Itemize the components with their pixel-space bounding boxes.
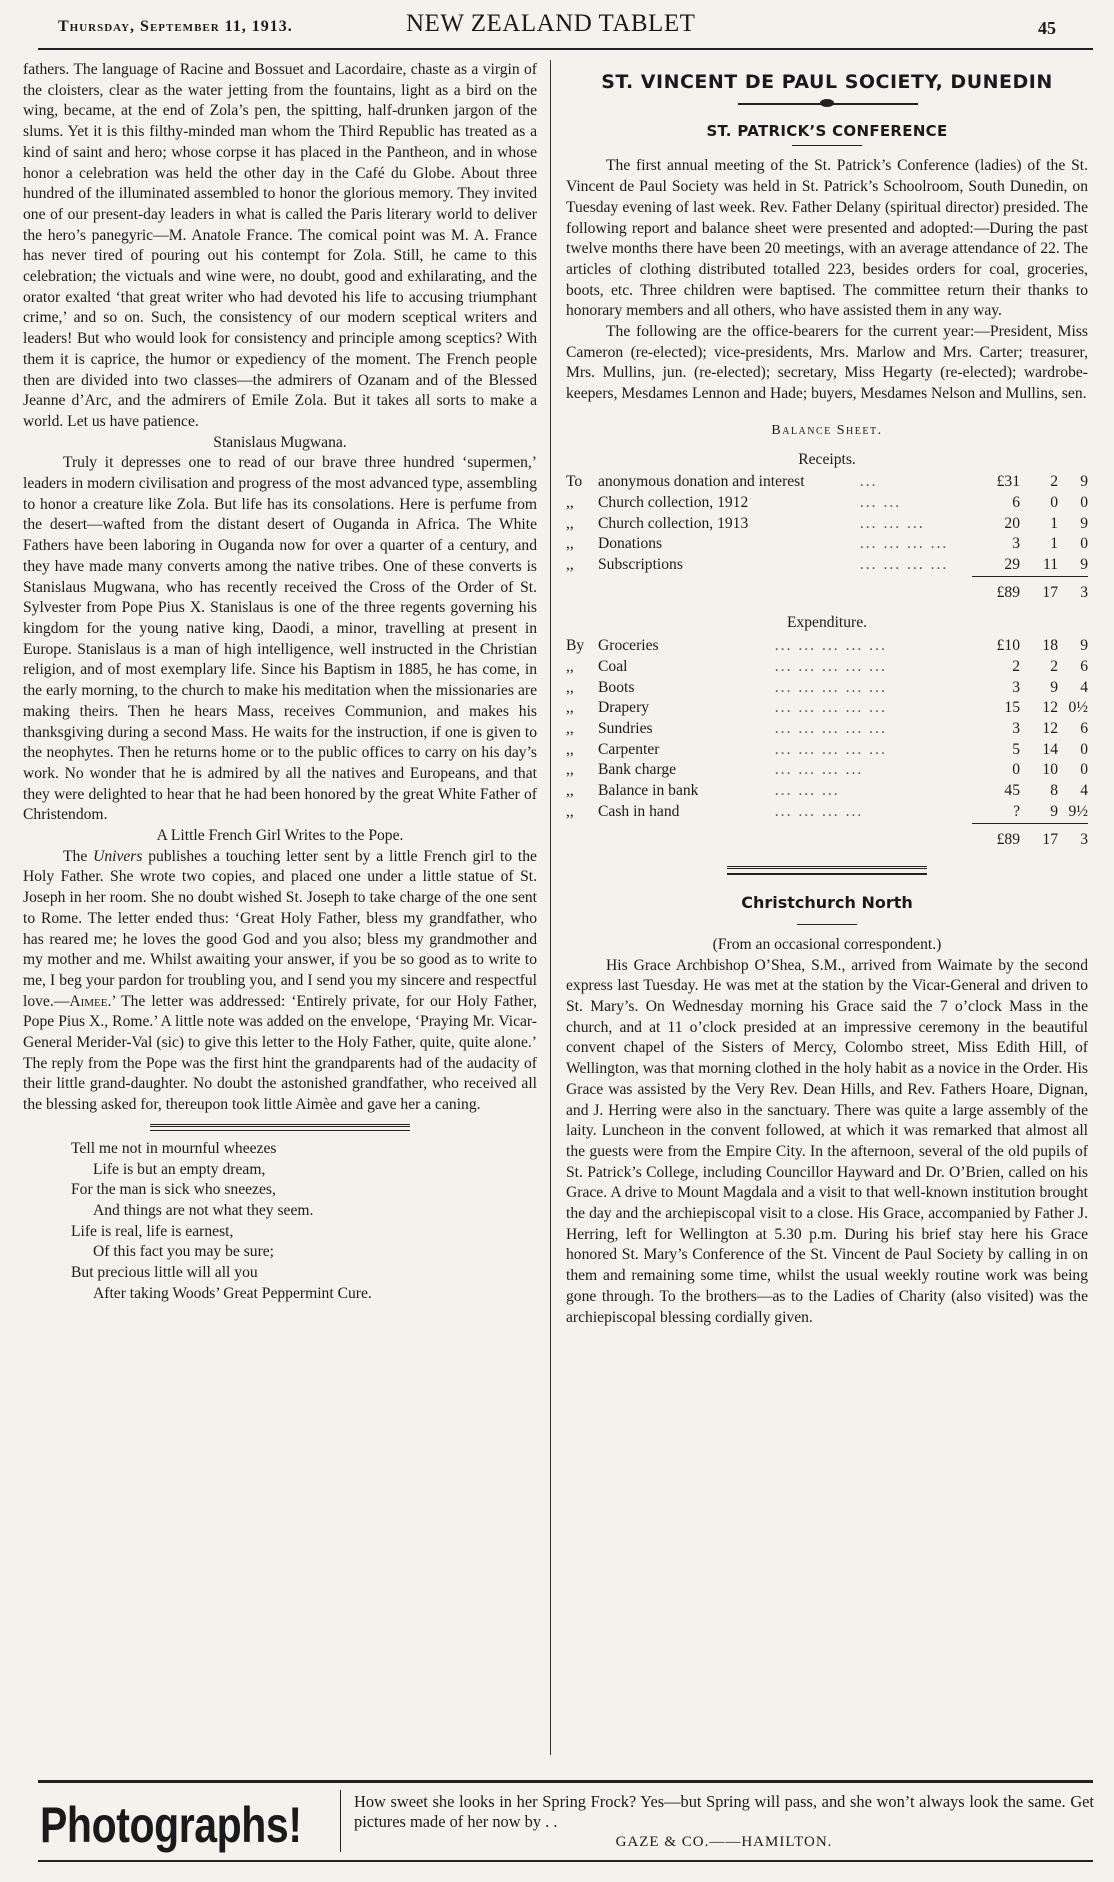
advert-headline: Photographs! xyxy=(40,1797,302,1853)
row-leader: ... ... ... xyxy=(774,782,840,800)
account-row xyxy=(566,698,1088,719)
french-girl-paragraph xyxy=(23,847,537,1116)
text-run: publishes a touching letter sent by a little French girl to the Holy Father. She wrote two copies, and placed one under a little statue of St. Joseph in her room. She no doubt wished St. Joseph to take charge of the one sent to Rome. The letter ended thus: ‘Great Holy Father, bless my grandfather, who has reared me; he loves the good God and you also; bless my grandmother and my mother and me. Whilst awaiting your answer, if you be so good as to write to me, I beg your pardon for troubling you, and I send you my sincere and respectful love.— xyxy=(23,847,537,1010)
poem-line: But precious little will all you xyxy=(71,1264,258,1282)
christchurch-heading: Christchurch North xyxy=(741,893,913,913)
account-row xyxy=(566,555,1088,576)
shillings: 2 xyxy=(1050,473,1058,491)
expenditure-title: Expenditure. xyxy=(786,614,868,632)
shillings: 9 xyxy=(1050,678,1058,696)
row-label: Subscriptions xyxy=(598,556,683,574)
section-divider xyxy=(727,866,927,875)
expenditure-table xyxy=(566,636,1088,850)
row-label: Bank charge xyxy=(598,761,677,779)
page-bottom-rule xyxy=(38,1860,1093,1862)
advertiser-name: GAZE & CO.——HAMILTON. xyxy=(615,1834,833,1850)
pence: 9 xyxy=(1080,637,1088,655)
row-leader: ... ... ... ... ... xyxy=(774,657,887,675)
left-column xyxy=(23,60,537,1304)
pounds: 20 xyxy=(1004,514,1020,532)
row-label: Groceries xyxy=(598,637,659,655)
row-label: Sundries xyxy=(598,719,653,737)
row-prefix: ,, xyxy=(566,740,574,758)
shillings: 9 xyxy=(1050,802,1058,820)
total-pounds: £89 xyxy=(972,823,1020,850)
shillings: 12 xyxy=(1042,719,1058,737)
shillings: 0 xyxy=(1050,493,1058,511)
shillings: 12 xyxy=(1042,699,1058,717)
peppermint-poem xyxy=(23,1139,537,1305)
row-prefix: By xyxy=(566,637,585,655)
correspondent-byline: (From an occasional correspondent.) xyxy=(712,935,942,953)
poem-divider xyxy=(150,1124,410,1131)
pounds: £10 xyxy=(996,637,1020,655)
text-run: .’ The letter was addressed: ‘Entirely private, for our Holy Father, Pope Pius X., Rome.’ A little note was added on the envelope, ‘Praying Mr. Vicar-General Merider-Val (sic) to give this letter to the Holy Father, quite, quite alone.’ The reply from the Pope was the first hint the grandparents had of the audacity of their little grand-daughter. No doubt the astonished grandfather, who received all the blessing asked for, thereupon took little Aimèe and gave her a caning. xyxy=(23,992,537,1114)
shillings: 1 xyxy=(1050,535,1058,553)
advert-divider xyxy=(340,1790,341,1852)
pounds: 6 xyxy=(1012,493,1020,511)
row-prefix: ,, xyxy=(566,678,574,696)
row-leader: ... ... xyxy=(859,493,902,511)
shillings: 8 xyxy=(1050,782,1058,800)
pounds: 3 xyxy=(1012,535,1020,553)
total-shillings: 17 xyxy=(1020,823,1058,850)
advert-text: How sweet she looks in her Spring Frock? Yes—but Spring will pass, and she won’t always look the same. Get pictures made of her now by . . xyxy=(354,1792,1094,1831)
ornament-divider xyxy=(566,93,1088,115)
account-row xyxy=(566,514,1088,535)
account-row xyxy=(566,636,1088,657)
pounds: 45 xyxy=(1004,782,1020,800)
total-shillings: 17 xyxy=(1020,576,1058,603)
total-pence: 3 xyxy=(1058,823,1088,850)
account-row xyxy=(566,802,1088,823)
footer-rule xyxy=(38,1780,1093,1783)
account-row xyxy=(566,657,1088,678)
row-prefix: ,, xyxy=(566,514,574,532)
row-leader: ... ... ... ... ... xyxy=(774,678,887,696)
row-prefix: ,, xyxy=(566,782,574,800)
receipts-table xyxy=(566,472,1088,603)
pence: 0 xyxy=(1080,535,1088,553)
row-label: anonymous donation and interest xyxy=(598,473,805,491)
account-total-row xyxy=(566,823,1088,850)
receipts-title: Receipts. xyxy=(798,450,856,468)
pounds: 29 xyxy=(1004,556,1020,574)
pence: 0 xyxy=(1080,740,1088,758)
account-row xyxy=(566,740,1088,761)
subheading-french-girl: A Little French Girl Writes to the Pope. xyxy=(156,827,404,845)
row-prefix: ,, xyxy=(566,761,574,779)
pence: 0 xyxy=(1080,761,1088,779)
issue-date: Thursday, September 11, 1913. xyxy=(58,18,293,35)
poem-line: And things are not what they seem. xyxy=(93,1201,314,1219)
row-prefix: ,, xyxy=(566,719,574,737)
page-number: 45 xyxy=(1038,18,1056,38)
pence: 6 xyxy=(1080,657,1088,675)
newspaper-name: Univers xyxy=(93,847,143,865)
row-label: Church collection, 1912 xyxy=(598,493,749,511)
pounds: 2 xyxy=(1012,657,1020,675)
account-total-row xyxy=(566,576,1088,603)
pounds: 0 xyxy=(1012,761,1020,779)
account-row xyxy=(566,534,1088,555)
total-pounds: £89 xyxy=(972,576,1020,603)
poem-line: For the man is sick who sneezes, xyxy=(71,1181,276,1199)
advert-copy xyxy=(354,1792,1094,1852)
pence: 0 xyxy=(1080,493,1088,511)
row-leader: ... ... ... ... xyxy=(859,556,949,574)
account-row xyxy=(566,719,1088,740)
office-bearers-paragraph: The following are the office-bearers for the current year:—President, Miss Cameron (re-elected); vice-presidents, Mrs. Marlow and Mrs. Carter; treasurer, Mrs. Mullins, jun. (re-elected); secretary, Miss Hegarty (re-elected); wardrobe-keepers, Mesdames Lennon and Hade; buyers, Mesdames Nelson and Mullins, sen. xyxy=(566,323,1088,403)
pence: 4 xyxy=(1080,678,1088,696)
newspaper-title: NEW ZEALAND TABLET xyxy=(406,10,696,37)
christchurch-paragraph: His Grace Archbishop O’Shea, S.M., arrived from Waimate by the second express last Tuesday. He was met at the station by the Vicar-General and driven to St. Mary’s. On Wednesday morning his Grace said the 7 o’clock Mass in the church, and at 11 o’clock presided at an impressive ceremony in the beautiful convent chapel of the Sisters of Mercy, Colombo street, Miss Edith Hill, of Wellington, was that morning clothed in the holy habit as a novice in the Order. His Grace was assisted by the Very Rev. Dean Hills, and Rev. Fathers Hoare, Dignan, and J. Herring were also in the sanctuary. There was quite a large assembly of the laity. Luncheon in the convent followed, at which it was remarked that almost all the guests were from the Empire City. In the afternoon, several of the old pupils of St. Patrick’s College, including Councillor Hayward and Dr. O’Brien, called on his Grace. A drive to Mount Magdala and a visit to that well-known institution brought the day and the archiepiscopal visit to a close. His Grace, accompanied by Father J. Herring, left for Wellington at 5.30 p.m. During his brief stay here his Grace honored St. Mary’s Conference of the St. Vincent de Paul Society by calling in on them and remaining some time, whilst the usual weekly routine work was being gone through. To the brothers—as to the Ladies of Charity (also visited) was the archiepiscopal blessing cordially given. xyxy=(566,956,1088,1326)
society-heading: ST. VINCENT DE PAUL SOCIETY, DUNEDIN xyxy=(601,71,1053,93)
pounds: 5 xyxy=(1012,740,1020,758)
poem-line: Tell me not in mournful wheezes xyxy=(71,1139,277,1157)
text-run: The xyxy=(63,847,94,865)
row-prefix: ,, xyxy=(566,556,574,574)
pence: 4 xyxy=(1080,782,1088,800)
shillings: 10 xyxy=(1042,761,1058,779)
row-leader: ... xyxy=(859,473,878,491)
shillings: 18 xyxy=(1042,637,1058,655)
account-row xyxy=(566,493,1088,514)
row-leader: ... ... ... ... ... xyxy=(774,740,887,758)
pounds: £31 xyxy=(996,473,1020,491)
poem-line: Life is but an empty dream, xyxy=(93,1160,266,1178)
subheading-stanislaus: Stanislaus Mugwana. xyxy=(213,433,347,451)
row-label: Cash in hand xyxy=(598,802,680,820)
account-row xyxy=(566,678,1088,699)
row-prefix: ,, xyxy=(566,802,574,820)
column-divider xyxy=(550,60,551,1755)
row-label: Church collection, 1913 xyxy=(598,514,749,532)
row-prefix: ,, xyxy=(566,493,574,511)
meeting-paragraph: The first annual meeting of the St. Patrick’s Conference (ladies) of the St. Vincent de Paul Society was held in St. Patrick’s Schoolroom, South Dunedin, on Tuesday evening of last week. Rev. Father Delany (spiritual director) presided. The following report and balance sheet were presented and adopted:—During the past twelve months there have been 20 meetings, with an average attendance of 22. The articles of clothing distributed totalled 223, besides orders for coal, groceries, boots, etc. Three children were baptised. The committee return their thanks to honorary members and all others, who have assisted them in any way. xyxy=(566,157,1088,320)
row-leader: ... ... ... ... ... xyxy=(774,637,887,655)
row-leader: ... ... ... ... xyxy=(859,535,949,553)
row-prefix: ,, xyxy=(566,699,574,717)
row-label: Drapery xyxy=(598,699,650,717)
pence: 9 xyxy=(1080,514,1088,532)
row-label: Donations xyxy=(598,535,663,553)
letter-signature: Aimee xyxy=(69,992,108,1010)
shillings: 2 xyxy=(1050,657,1058,675)
row-label: Balance in bank xyxy=(598,782,699,800)
heading-rule xyxy=(792,145,862,146)
row-label: Coal xyxy=(598,657,628,675)
row-leader: ... ... ... xyxy=(859,514,925,532)
stanislaus-paragraph: Truly it depresses one to read of our brave three hundred ‘supermen,’ leaders in modern civilisation and progress of the most advanced type, assembling to honor a creature like Zola. But life has its consolations. Here is perfume from the desert—wafted from the distant desert of Ouganda in Africa. The White Fathers have been laboring in Ouganda now for over a quarter of a century, and they have made many converts among the native tribes. One of these converts is Stanislaus Mugwana, who has recently received the Cross of the Order of St. Sylvester from Pope Pius X. Stanislaus is one of the three regents governing his kingdom for the young native king, Daodi, a minor, travelling at present in Europe. Stanislaus is a man of high intelligence, well instructed in the Christian religion, and of most exemplary life. Since his Baptism in 1885, he has come, in the early morning, to the church to make his meditation when the missionaries are making theirs. Then he hears Mass, receives Communion, and makes his thanksgiving during a second Mass. He waits for the instruction, if one is given to the neophytes. Then he returns home or to the public offices to carry on his day’s work. No wonder that he is admired by all the natives and Europeans, and that they were delighted to hear that he had been honored by the great White Father of Christendom. xyxy=(23,454,537,824)
pounds: ? xyxy=(1013,802,1020,820)
masthead xyxy=(36,8,1056,42)
row-leader: ... ... ... ... xyxy=(774,761,864,779)
row-prefix: To xyxy=(566,473,583,491)
row-label: Carpenter xyxy=(598,740,660,758)
balance-sheet-title: Balance Sheet. xyxy=(771,422,883,438)
pence: 0½ xyxy=(1068,699,1088,717)
shillings: 1 xyxy=(1050,514,1058,532)
pounds: 3 xyxy=(1012,678,1020,696)
poem-line: After taking Woods’ Great Peppermint Cure. xyxy=(93,1284,372,1302)
account-row xyxy=(566,760,1088,781)
pence: 9½ xyxy=(1068,802,1088,820)
row-leader: ... ... ... ... ... xyxy=(774,719,887,737)
row-label: Boots xyxy=(598,678,635,696)
zola-paragraph: fathers. The language of Racine and Bossuet and Lacordaire, chaste as a virgin of the cloisters, clear as the water jetting from the fountains, light as a bird on the wing, became, at the end of Zola’s pen, the spitting, half-drunken jargon of the slums. Yet it is this filthy-minded man whom the Third Republic has treated as a kind of saint and hero; whose corpse it has placed in the Pantheon, and in whose honor a celebration was held the other day in the Café du Globe. About three hundred of the illuminated assembled to honor the glorious memory. They invited one of our present-day leaders in what is called the Paris literary world to deliver the hero’s panegyric—M. Anatole France. The comical point was M. A. France has never tired of pouring out his contempt for Zola. Still, he came to this celebration; the victuals and wine were, no doubt, good and exhilarating, and the orator exalted ‘that great writer who had devoted his life to accusing triumphant crime,’ and so on. Such, the consistency of our modern sceptical writers and leaders! But who would look for consistency and principle among sceptics? With them it is caprice, the humor or expediency of the moment. The French people then are divided into two classes—the admirers of Ozanam and of the Blessed Jeanne d’Arc, and the admirers of Emile Zola. But it takes all sorts to make a world. Let us have patience. xyxy=(23,61,537,430)
right-column xyxy=(566,60,1088,1328)
heading-rule xyxy=(797,924,857,925)
masthead-rule xyxy=(38,48,1093,50)
total-pence: 3 xyxy=(1058,576,1088,603)
pence: 9 xyxy=(1080,473,1088,491)
account-row xyxy=(566,472,1088,493)
pounds: 3 xyxy=(1012,719,1020,737)
conference-heading: ST. PATRICK’S CONFERENCE xyxy=(706,121,948,140)
pounds: 15 xyxy=(1004,699,1020,717)
row-prefix: ,, xyxy=(566,657,574,675)
row-leader: ... ... ... ... ... xyxy=(774,699,887,717)
row-prefix: ,, xyxy=(566,535,574,553)
account-row xyxy=(566,781,1088,802)
pence: 6 xyxy=(1080,719,1088,737)
shillings: 11 xyxy=(1042,556,1058,574)
pence: 9 xyxy=(1080,556,1088,574)
row-leader: ... ... ... ... xyxy=(774,802,864,820)
shillings: 14 xyxy=(1042,740,1058,758)
poem-line: Of this fact you may be sure; xyxy=(93,1243,275,1261)
newspaper-page xyxy=(18,8,1096,1874)
poem-line: Life is real, life is earnest, xyxy=(71,1222,234,1240)
